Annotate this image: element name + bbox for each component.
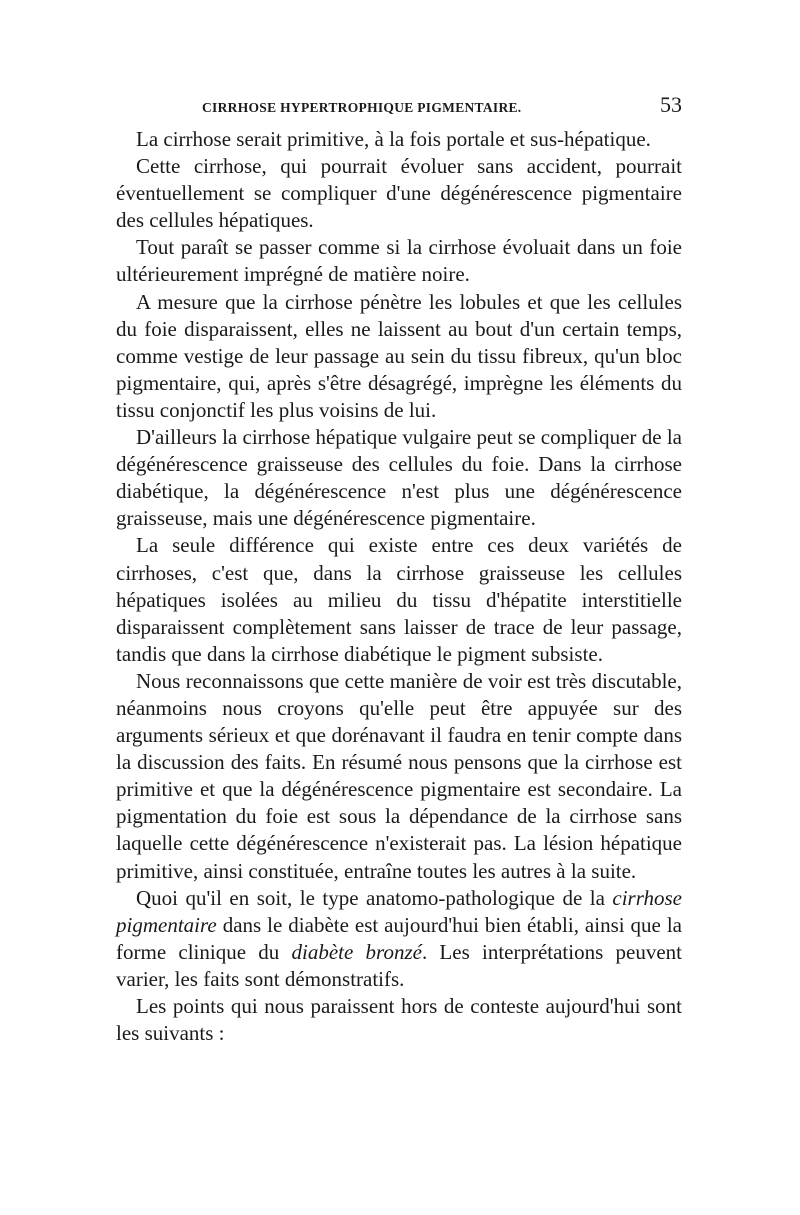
paragraph: Les points qui nous paraissent hors de conteste aujourd'hui sont les suivants :: [116, 994, 682, 1046]
paragraph: Nous reconnaissons que cette manière de voir est très discutable, néanmoins nous croyons qu'elle peut être appuyée sur des arguments sérieux et que dorénavant il faudra en tenir compte dans la discussion des faits. En résumé nous pensons que la cirrhose est primitive et que la dégénérescence pigmentaire est secondaire. La pigmentation du foie est sous la dépendance de la cirrhose sans laquelle cette dégénérescence n'existerait pas. La lésion hépatique primitive, ainsi constituée, entraîne toutes les autres à la suite.: [116, 668, 682, 883]
paragraph-text: dans le diabète est aujourd'hui bien établi, ainsi que la forme clinique du: [116, 912, 682, 964]
paragraph: D'ailleurs la cirrhose hépatique vulgaire peut se compliquer de la dégénérescence graisseuse des cellules du foie. Dans la cirrhose diabétique, la dégénérescence n'est plus une dégénérescence graisseuse, mais une dégénérescence pigmentaire.: [116, 425, 682, 531]
paragraph: A mesure que la cirrhose pénètre les lobules et que les cellules du foie disparaissent, elles ne laissent au bout d'un certain temps, comme vestige de leur passage au sein du tissu fibreux, qu'un bloc pigmentaire, qui, après s'être désagrégé, imprègne les éléments du tissu conjonctif les plus voisins de lui.: [116, 289, 682, 422]
body-text: [116, 126, 682, 1047]
paragraph-text: Quoi qu'il en soit, le type anatomo-pathologique de la: [136, 885, 613, 910]
paragraph-text: . Les interprétations peuvent varier, les faits sont démonstratifs.: [116, 939, 682, 991]
paragraph: [116, 885, 682, 993]
page-number: 53: [660, 92, 682, 117]
italic-term: diabète bronzé: [291, 939, 422, 964]
paragraph: La seule différence qui existe entre ces deux variétés de cirrhoses, c'est que, dans la cirrhose graisseuse les cellules hépatiques isolées au milieu du tissu d'hépatite interstitielle disparaissent complètement sans laisser de trace de leur passage, tandis que dans la cirrhose diabétique le pigment subsiste.: [116, 533, 682, 666]
paragraph: Tout paraît se passer comme si la cirrhose évoluait dans un foie ultérieurement imprégné de matière noire.: [116, 235, 682, 287]
paragraph: Cette cirrhose, qui pourrait évoluer sans accident, pourrait éventuellement se compliquer d'une dégénérescence pigmentaire des cellules hépatiques.: [116, 154, 682, 233]
running-title: CIRRHOSE HYPERTROPHIQUE PIGMENTAIRE.: [202, 100, 522, 115]
italic-term: cirrhose pigmentaire: [116, 885, 682, 937]
paragraph: La cirrhose serait primitive, à la fois portale et sus-hépatique.: [136, 127, 651, 151]
page-header: [116, 92, 682, 122]
